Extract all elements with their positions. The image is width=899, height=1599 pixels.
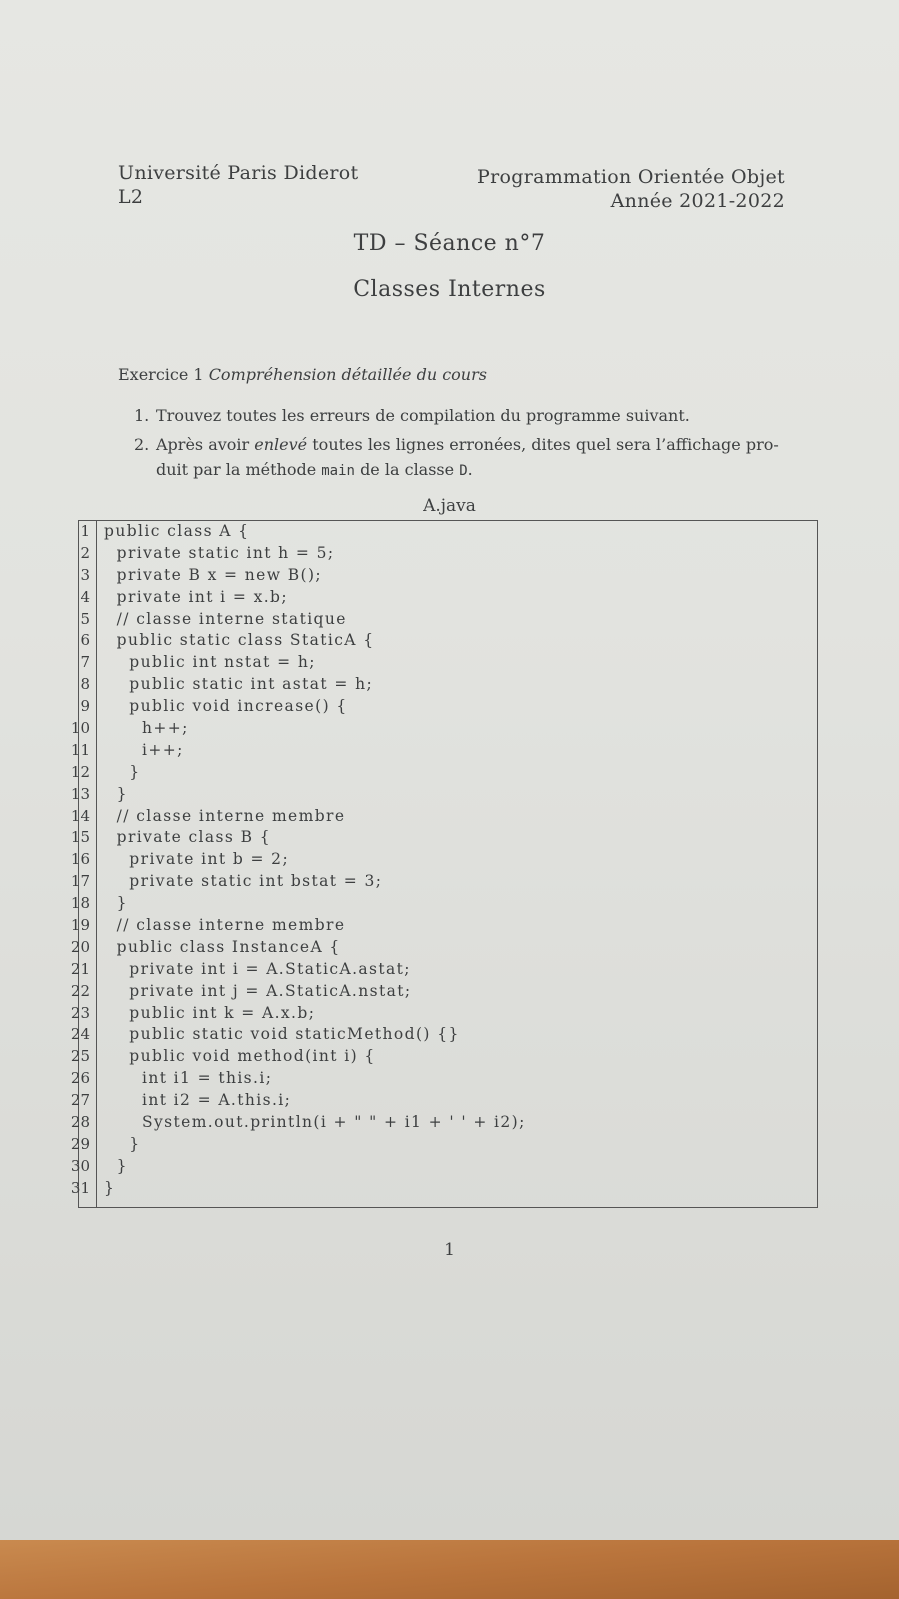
question-text: . <box>467 460 473 479</box>
line-number: 3 <box>80 565 90 584</box>
line-number: 25 <box>70 1047 90 1066</box>
line-number-gutter <box>96 520 97 1208</box>
line-number: 12 <box>70 762 90 781</box>
code-line: public static class StaticA { <box>104 631 375 650</box>
exercise-subtitle: Compréhension détaillée du cours <box>208 365 487 384</box>
session-title: TD – Séance n°7 <box>353 231 546 256</box>
line-number: 22 <box>70 981 90 1000</box>
level-label: L2 <box>118 186 144 208</box>
line-number: 29 <box>70 1134 90 1153</box>
question-text: toutes les lignes erronées, dites quel sera l’affichage pro- <box>312 435 779 454</box>
code-line: } <box>104 1156 128 1175</box>
line-number: 5 <box>80 609 90 628</box>
code-line: int i2 = A.this.i; <box>104 1091 292 1110</box>
code-line: public static void staticMethod() {} <box>104 1025 460 1044</box>
line-number: 20 <box>70 937 90 956</box>
listing-filename: A.java <box>423 496 476 516</box>
course-title: Programmation Orientée Objet <box>477 166 785 188</box>
code-line: int i1 = this.i; <box>104 1069 273 1088</box>
line-number: 26 <box>70 1069 90 1088</box>
line-number: 24 <box>70 1025 90 1044</box>
question-text: Après avoir <box>156 435 250 454</box>
line-number: 31 <box>70 1178 90 1197</box>
line-number: 4 <box>80 587 90 606</box>
code-line: } <box>104 762 141 781</box>
code-line: // classe interne statique <box>104 609 347 628</box>
code-line: } <box>104 894 128 913</box>
code-line: private int b = 2; <box>104 850 290 869</box>
line-number: 19 <box>70 916 90 935</box>
line-number: 13 <box>70 784 90 803</box>
code-line: public static int astat = h; <box>104 675 374 694</box>
question-number: 2. <box>134 435 150 454</box>
university-name: Université Paris Diderot <box>118 162 359 184</box>
line-number: 27 <box>70 1091 90 1110</box>
academic-year: Année 2021-2022 <box>610 190 785 212</box>
topic-title: Classes Internes <box>353 277 546 302</box>
line-number: 21 <box>70 959 90 978</box>
question-text: duit par la méthode <box>156 460 317 479</box>
code-lines <box>104 521 526 1200</box>
code-line: } <box>104 1134 141 1153</box>
page-number: 1 <box>444 1240 455 1260</box>
line-number: 7 <box>80 653 90 672</box>
code-line: i++; <box>104 740 184 759</box>
code-line: h++; <box>104 719 189 738</box>
line-number: 23 <box>70 1003 90 1022</box>
code-line: } <box>104 784 128 803</box>
line-number: 28 <box>70 1113 90 1132</box>
code-line: private static int bstat = 3; <box>104 872 383 891</box>
question-text: de la classe <box>360 460 455 479</box>
question-emphasis: enlevé <box>254 435 308 454</box>
line-number: 1 <box>80 522 90 540</box>
code-line: public class InstanceA { <box>104 937 341 956</box>
line-number: 14 <box>70 806 90 825</box>
line-number: 30 <box>70 1156 90 1175</box>
code-line: private int i = A.StaticA.astat; <box>104 959 411 978</box>
line-number: 8 <box>80 675 90 694</box>
line-number: 15 <box>70 828 90 847</box>
code-line: public void increase() { <box>104 697 348 716</box>
code-line: public int k = A.x.b; <box>104 1003 316 1022</box>
question-1 <box>134 403 690 428</box>
exercise-heading <box>118 365 487 384</box>
code-line: private static int h = 5; <box>104 543 335 562</box>
line-number: 9 <box>80 697 90 716</box>
code-line: public void method(int i) { <box>104 1047 376 1066</box>
code-line: } <box>104 1178 116 1197</box>
line-numbers <box>30 521 90 1200</box>
code-line: private B x = new B(); <box>104 565 323 584</box>
line-number: 16 <box>70 850 90 869</box>
code-line: private int j = A.StaticA.nstat; <box>104 981 412 1000</box>
line-number: 10 <box>70 719 90 738</box>
line-number: 6 <box>80 631 90 650</box>
line-number: 2 <box>80 543 90 562</box>
question-number: 1. <box>134 406 150 425</box>
code-line: System.out.println(i + " " + i1 + ' ' + i2); <box>104 1113 526 1132</box>
code-term-class: D <box>459 463 468 479</box>
code-line: public class A { <box>104 522 250 540</box>
code-term-main: main <box>321 463 355 479</box>
code-line: private class B { <box>104 828 271 847</box>
code-line: private int i = x.b; <box>104 587 288 606</box>
code-line: // classe interne membre <box>104 916 346 935</box>
code-line: public int nstat = h; <box>104 653 316 672</box>
code-line: // classe interne membre <box>104 806 346 825</box>
exercise-label: Exercice 1 <box>118 365 204 384</box>
desk-surface <box>0 1540 899 1599</box>
line-number: 11 <box>70 740 90 759</box>
question-text: Trouvez toutes les erreurs de compilation du programme suivant. <box>156 406 690 425</box>
line-number: 17 <box>70 872 90 891</box>
line-number: 18 <box>70 894 90 913</box>
question-2 <box>134 432 804 484</box>
